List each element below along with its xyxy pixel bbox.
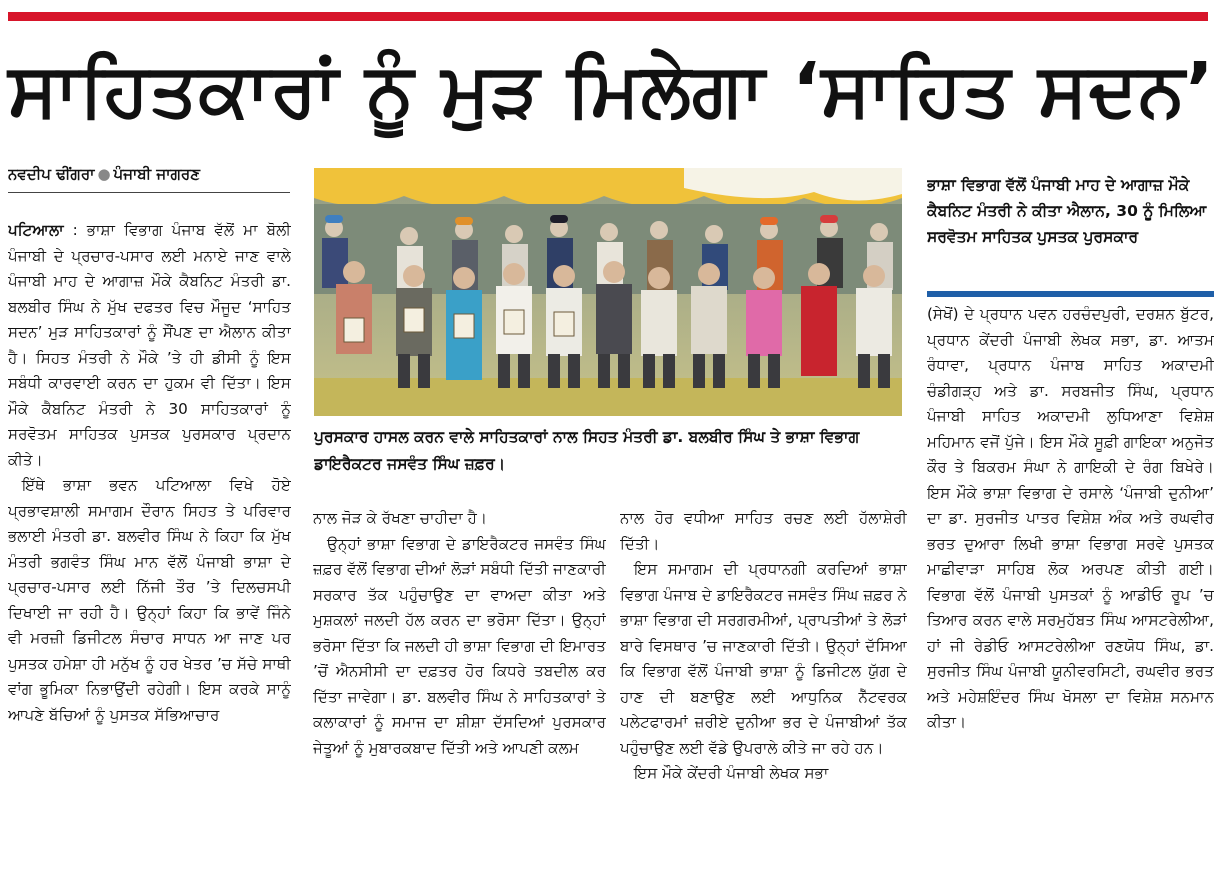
photo-caption: ਪੁਰਸਕਾਰ ਹਾਸਲ ਕਰਨ ਵਾਲੇ ਸਾਹਿਤਕਾਰਾਂ ਨਾਲ ਸਿਹਤ ਮੰਤਰੀ ਡਾ. ਬਲਬੀਰ ਸਿੰਘ ਤੇ ਭਾਸ਼ਾ ਵਿਭਾਗ ਡਾਇਰੈਕਟਰ ਜਸਵੰਤ ਸਿੰਘ ਜ਼ਫ਼ਰ। xyxy=(314,428,860,473)
byline-source: ਪੰਜਾਬੀ ਜਾਗਰਣ xyxy=(113,165,200,183)
article-column-1 xyxy=(8,218,291,878)
paragraph: ਨਾਲ ਜੋੜ ਕੇ ਰੱਖਣਾ ਚਾਹੀਦਾ ਹੈ। xyxy=(313,509,488,527)
article-column-3 xyxy=(620,506,907,878)
article-column-4 xyxy=(927,302,1214,878)
headline: ਸਾਹਿਤਕਾਰਾਂ ਨੂੰ ਮੁੜ ਮਿਲੇਗਾ ‘ਸਾਹਿਤ ਸਦਨ’ xyxy=(8,47,1215,133)
dateline: ਪਟਿਆਲਾ xyxy=(8,221,64,239)
paragraph-text: : ਭਾਸ਼ਾ ਵਿਭਾਗ ਪੰਜਾਬ ਵੱਲੋਂ ਮਾ ਬੋਲੀ ਪੰਜਾਬੀ ਦੇ ਪ੍ਰਚਾਰ-ਪਸਾਰ ਲਈ ਮਨਾਏ ਜਾਣ ਵਾਲੇ ਪੰਜਾਬੀ ਮਾਹ ਦੇ ਆਗਾਜ਼ ਮੌਕੇ ਕੈਬਨਿਟ ਮੰਤਰੀ ਡਾ. ਬਲਬੀਰ ਸਿੰਘ ਨੇ ਮੁੱਖ ਦਫਤਰ ਵਿਚ ਮੌਜੂਦ ‘ਸਾਹਿਤ ਸਦਨ’ ਮੁੜ ਸਾਹਿਤਕਾਰਾਂ ਨੂੰ ਸੌਂਪਣ ਦਾ ਐਲਾਨ ਕੀਤਾ ਹੈ। ਸਿਹਤ ਮੰਤਰੀ ਨੇ ਮੌਕੇ ’ਤੇ ਹੀ ਡੀਸੀ ਨੂੰ ਇਸ ਸਬੰਧੀ ਕਾਰਵਾਈ ਕਰਨ ਦਾ ਹੁਕਮ ਵੀ ਦਿੱਤਾ। ਇਸ ਮੌਕੇ ਕੈਬਨਿਟ ਮੰਤਰੀ ਨੇ 30 ਸਾਹਿਤਕਾਰਾਂ ਨੂੰ ਸਰਵੋਤਮ ਸਾਹਿਤਕ ਪੁਸਤਕ ਪੁਰਸਕਾਰ ਪ੍ਰਦਾਨ ਕੀਤੇ। xyxy=(8,221,291,469)
article-column-2 xyxy=(313,506,606,878)
sidebar-headline: ਭਾਸ਼ਾ ਵਿਭਾਗ ਵੱਲੋਂ ਪੰਜਾਬੀ ਮਾਹ ਦੇ ਆਗਾਜ਼ ਮੌਕੇ ਕੈਬਨਿਟ ਮੰਤਰੀ ਨੇ ਕੀਤਾ ਐਲਾਨ, 30 ਨੂੰ ਮਿਲਿਆ ਸਰਵੋਤਮ ਸਾਹਿਤਕ ਪੁਸਤਕ ਪੁਰਸਕਾਰ xyxy=(927,176,1207,246)
byline-author: ਨਵਦੀਪ ਢੀਂਗਰਾ xyxy=(8,165,95,183)
byline-divider xyxy=(8,192,290,193)
paragraph: ਉਨ੍ਹਾਂ ਭਾਸ਼ਾ ਵਿਭਾਗ ਦੇ ਡਾਇਰੈਕਟਰ ਜਸਵੰਤ ਸਿੰਘ ਜ਼ਫ਼ਰ ਵੱਲੋਂ ਵਿਭਾਗ ਦੀਆਂ ਲੋੜਾਂ ਸਬੰਧੀ ਦਿੱਤੀ ਜਾਣਕਾਰੀ ਸਰਕਾਰ ਤੱਕ ਪਹੁੰਚਾਉਣ ਦਾ ਵਾਅਦਾ ਕੀਤਾ ਅਤੇ ਮੁਸ਼ਕਲਾਂ ਜਲਦੀ ਹੱਲ ਕਰਨ ਦਾ ਭਰੋਸਾ ਦਿੱਤਾ। ਉਨ੍ਹਾਂ ਭਰੋਸਾ ਦਿੱਤਾ ਕਿ ਜਲਦੀ ਹੀ ਭਾਸ਼ਾ ਵਿਭਾਗ ਦੀ ਇਮਾਰਤ ’ਚੋਂ ਐਨਸੀਸੀ ਦਾ ਦਫ਼ਤਰ ਹੋਰ ਕਿਧਰੇ ਤਬਦੀਲ ਕਰ ਦਿੱਤਾ ਜਾਵੇਗਾ। ਡਾ. ਬਲਵੀਰ ਸਿੰਘ ਨੇ ਸਾਹਿਤਕਾਰਾਂ ਤੇ ਕਲਾਕਾਰਾਂ ਨੂੰ ਸਮਾਜ ਦਾ ਸ਼ੀਸ਼ਾ ਦੱਸਦਿਆਂ ਪੁਰਸਕਾਰ ਜੇਤੂਆਂ ਨੂੰ ਮੁਬਾਰਕਬਾਦ ਦਿੱਤੀ ਅਤੇ ਆਪਣੀ ਕਲਮ xyxy=(313,534,606,757)
paragraph: ਇਸ ਮੌਕੇ ਕੇਂਦਰੀ ਪੰਜਾਬੀ ਲੇਖਕ ਸਭਾ xyxy=(634,764,829,782)
event-photo xyxy=(314,168,902,416)
sidebar-blue-rule xyxy=(927,291,1214,297)
byline xyxy=(8,161,290,187)
byline-separator: ● xyxy=(97,165,111,183)
event-photo-image xyxy=(314,168,902,416)
paragraph xyxy=(8,218,291,473)
top-red-rule xyxy=(8,12,1208,21)
paragraph: (ਸੇਖੋਂ) ਦੇ ਪ੍ਰਧਾਨ ਪਵਨ ਹਰਚੰਦਪੁਰੀ, ਦਰਸ਼ਨ ਬੁੱਟਰ, ਪ੍ਰਧਾਨ ਕੇਂਦਰੀ ਪੰਜਾਬੀ ਲੇਖਕ ਸਭਾ, ਡਾ. ਆਤਮ ਰੰਧਾਵਾ, ਪ੍ਰਧਾਨ ਪੰਜਾਬ ਸਾਹਿਤ ਅਕਾਦਮੀ ਚੰਡੀਗੜ੍ਹ ਅਤੇ ਡਾ. ਸਰਬਜੀਤ ਸਿੰਘ, ਪ੍ਰਧਾਨ ਪੰਜਾਬੀ ਸਾਹਿਤ ਅਕਾਦਮੀ ਲੁਧਿਆਣਾ ਵਿਸ਼ੇਸ਼ ਮਹਿਮਾਨ ਵਜੋਂ ਪੁੱਜੇ। ਇਸ ਮੌਕੇ ਸੂਫ਼ੀ ਗਾਇਕਾ ਅਨੁਜੋਤ ਕੌਰ ਤੇ ਬਿਕਰਮ ਸੰਘਾ ਨੇ ਗਾਇਕੀ ਦੇ ਰੰਗ ਬਿਖੇਰੇ। ਇਸ ਮੌਕੇ ਭਾਸ਼ਾ ਵਿਭਾਗ ਦੇ ਰਸਾਲੇ ‘ਪੰਜਾਬੀ ਦੁਨੀਆ’ ਦਾ ਡਾ. ਸੁਰਜੀਤ ਪਾਤਰ ਵਿਸ਼ੇਸ਼ ਅੰਕ ਅਤੇ ਰਘਵੀਰ ਭਰਤ ਦੁਆਰਾ ਲਿਖੀ ਭਾਸ਼ਾ ਵਿਭਾਗ ਸਰਵੇ ਪੁਸਤਕ ਮਾਛੀਵਾੜਾ ਸਾਹਿਬ ਲੋਕ ਅਰਪਣ ਕੀਤੀ ਗਈ। ਵਿਭਾਗ ਵੱਲੋਂ ਪੰਜਾਬੀ ਪੁਸਤਕਾਂ ਨੂੰ ਆਡੀਓ ਰੂਪ ’ਚ ਤਿਆਰ ਕਰਨ ਵਾਲੇ ਸਰਮੁਹੱਬਤ ਸਿੰਘ ਆਸਟਰੇਲੀਆ, ਹਾਂ ਜੀ ਰੇਡੀਓ ਆਸਟਰੇਲੀਆ ਰਣਯੋਧ ਸਿੰਘ, ਡਾ. ਸੁਰਜੀਤ ਸਿੰਘ ਪੰਜਾਬੀ ਯੂਨੀਵਰਸਿਟੀ, ਰਘਵੀਰ ਭਰਤ ਅਤੇ ਮਹੇਸ਼ਇੰਦਰ ਸਿੰਘ ਖੋਸਲਾ ਦਾ ਵਿਸ਼ੇਸ਼ ਸਨਮਾਨ ਕੀਤਾ। xyxy=(927,305,1214,731)
paragraph: ਨਾਲ ਹੋਰ ਵਧੀਆ ਸਾਹਿਤ ਰਚਣ ਲਈ ਹੱਲਾਸ਼ੇਰੀ ਦਿੱਤੀ। xyxy=(620,509,907,553)
paragraph: ਇੱਥੇ ਭਾਸ਼ਾ ਭਵਨ ਪਟਿਆਲਾ ਵਿਖੇ ਹੋਏ ਪ੍ਰਭਾਵਸ਼ਾਲੀ ਸਮਾਗਮ ਦੌਰਾਨ ਸਿਹਤ ਤੇ ਪਰਿਵਾਰ ਭਲਾਈ ਮੰਤਰੀ ਡਾ. ਬਲਵੀਰ ਸਿੰਘ ਨੇ ਕਿਹਾ ਕਿ ਮੁੱਖ ਮੰਤਰੀ ਭਗਵੰਤ ਸਿੰਘ ਮਾਨ ਵੱਲੋਂ ਪੰਜਾਬੀ ਭਾਸ਼ਾ ਦੇ ਪ੍ਰਚਾਰ-ਪਸਾਰ ਲਈ ਨਿੱਜੀ ਤੌਰ ’ਤੇ ਦਿਲਚਸਪੀ ਦਿਖਾਈ ਜਾ ਰਹੀ ਹੈ। ਉਨ੍ਹਾਂ ਕਿਹਾ ਕਿ ਭਾਵੇਂ ਜਿੰਨੇ ਵੀ ਮਰਜ਼ੀ ਡਿਜੀਟਲ ਸੰਚਾਰ ਸਾਧਨ ਆ ਜਾਣ ਪਰ ਪੁਸਤਕ ਹਮੇਸ਼ਾ ਹੀ ਮਨੁੱਖ ਨੂੰ ਹਰ ਖੇਤਰ ’ਚ ਸੱਚੇ ਸਾਥੀ ਵਾਂਗ ਭੂਮਿਕਾ ਨਿਭਾਉਂਦੀ ਰਹੇਗੀ। ਇਸ ਕਰਕੇ ਸਾਨੂੰ ਆਪਣੇ ਬੱਚਿਆਂ ਨੂੰ ਪੁਸਤਕ ਸੱਭਿਆਚਾਰ xyxy=(8,476,291,724)
paragraph: ਇਸ ਸਮਾਗਮ ਦੀ ਪ੍ਰਧਾਨਗੀ ਕਰਦਿਆਂ ਭਾਸ਼ਾ ਵਿਭਾਗ ਪੰਜਾਬ ਦੇ ਡਾਇਰੈਕਟਰ ਜਸਵੰਤ ਸਿੰਘ ਜ਼ਫ਼ਰ ਨੇ ਭਾਸ਼ਾ ਵਿਭਾਗ ਦੀ ਸਰਗਰਮੀਆਂ, ਪ੍ਰਾਪਤੀਆਂ ਤੇ ਲੋੜਾਂ ਬਾਰੇ ਵਿਸਥਾਰ ’ਚ ਜਾਣਕਾਰੀ ਦਿੱਤੀ। ਉਨ੍ਹਾਂ ਦੱਸਿਆ ਕਿ ਵਿਭਾਗ ਵੱਲੋਂ ਪੰਜਾਬੀ ਭਾਸ਼ਾ ਨੂੰ ਡਿਜੀਟਲ ਯੁੱਗ ਦੇ ਹਾਣ ਦੀ ਬਣਾਉਣ ਲਈ ਆਧੁਨਿਕ ਨੈੱਟਵਰਕ ਪਲੇਟਫਾਰਮਾਂ ਜ਼ਰੀਏ ਦੁਨੀਆ ਭਰ ਦੇ ਪੰਜਾਬੀਆਂ ਤੱਕ ਪਹੁੰਚਾਉਣ ਲਈ ਵੱਡੇ ਉਪਰਾਲੇ ਕੀਤੇ ਜਾ ਰਹੇ ਹਨ। xyxy=(620,560,907,757)
